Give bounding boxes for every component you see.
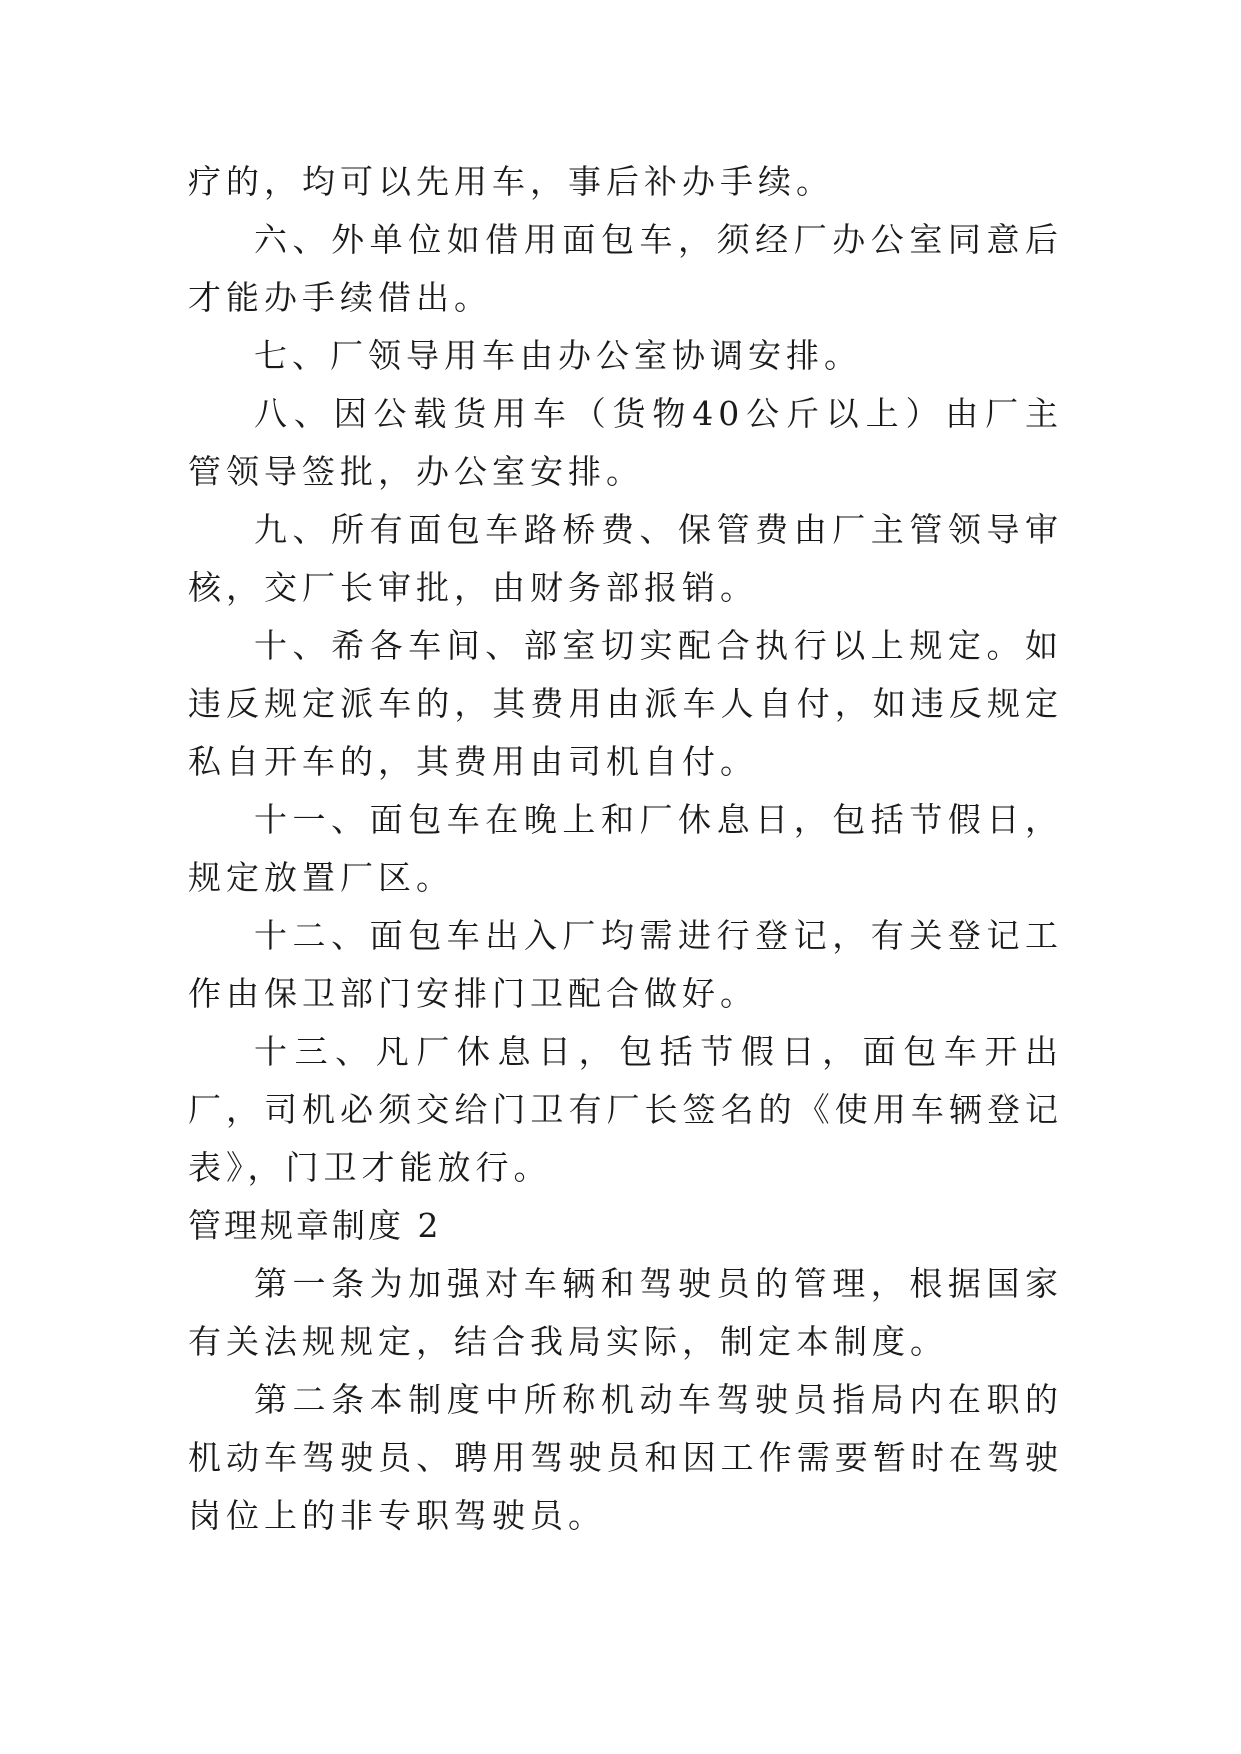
section-heading: 管理规章制度 2 bbox=[188, 1206, 442, 1245]
paragraph-rule-9: 九、所有面包车路桥费、保管费由厂主管领导审核，交厂长审批，由财务部报销。 bbox=[188, 510, 1063, 607]
paragraph-article-1: 第一条为加强对车辆和驾驶员的管理，根据国家有关法规规定，结合我局实际，制定本制度。 bbox=[188, 1264, 1063, 1361]
paragraph-rule-10: 十、希各车间、部室切实配合执行以上规定。如违反规定派车的，其费用由派车人自付，如违反规定私自开车的，其费用由司机自付。 bbox=[188, 626, 1063, 781]
paragraph-rule-13: 十三、凡厂休息日，包括节假日，面包车开出厂，司机必须交给门卫有厂长签名的《使用车辆登记表》，门卫才能放行。 bbox=[188, 1032, 1063, 1187]
paragraph-rule-12: 十二、面包车出入厂均需进行登记，有关登记工作由保卫部门安排门卫配合做好。 bbox=[188, 916, 1063, 1013]
paragraph-rule-11: 十一、面包车在晚上和厂休息日，包括节假日，规定放置厂区。 bbox=[188, 800, 1063, 897]
paragraph: 疗的，均可以先用车，事后补办手续。 bbox=[188, 162, 834, 201]
document-body bbox=[188, 153, 1063, 1545]
paragraph-rule-8: 八、因公载货用车（货物40公斤以上）由厂主管领导签批，办公室安排。 bbox=[188, 394, 1063, 491]
paragraph-rule-7: 七、厂领导用车由办公室协调安排。 bbox=[254, 336, 862, 375]
paragraph-rule-6: 六、外单位如借用面包车，须经厂办公室同意后才能办手续借出。 bbox=[188, 220, 1063, 317]
paragraph-article-2: 第二条本制度中所称机动车驾驶员指局内在职的机动车驾驶员、聘用驾驶员和因工作需要暂时在驾驶岗位上的非专职驾驶员。 bbox=[188, 1380, 1063, 1535]
